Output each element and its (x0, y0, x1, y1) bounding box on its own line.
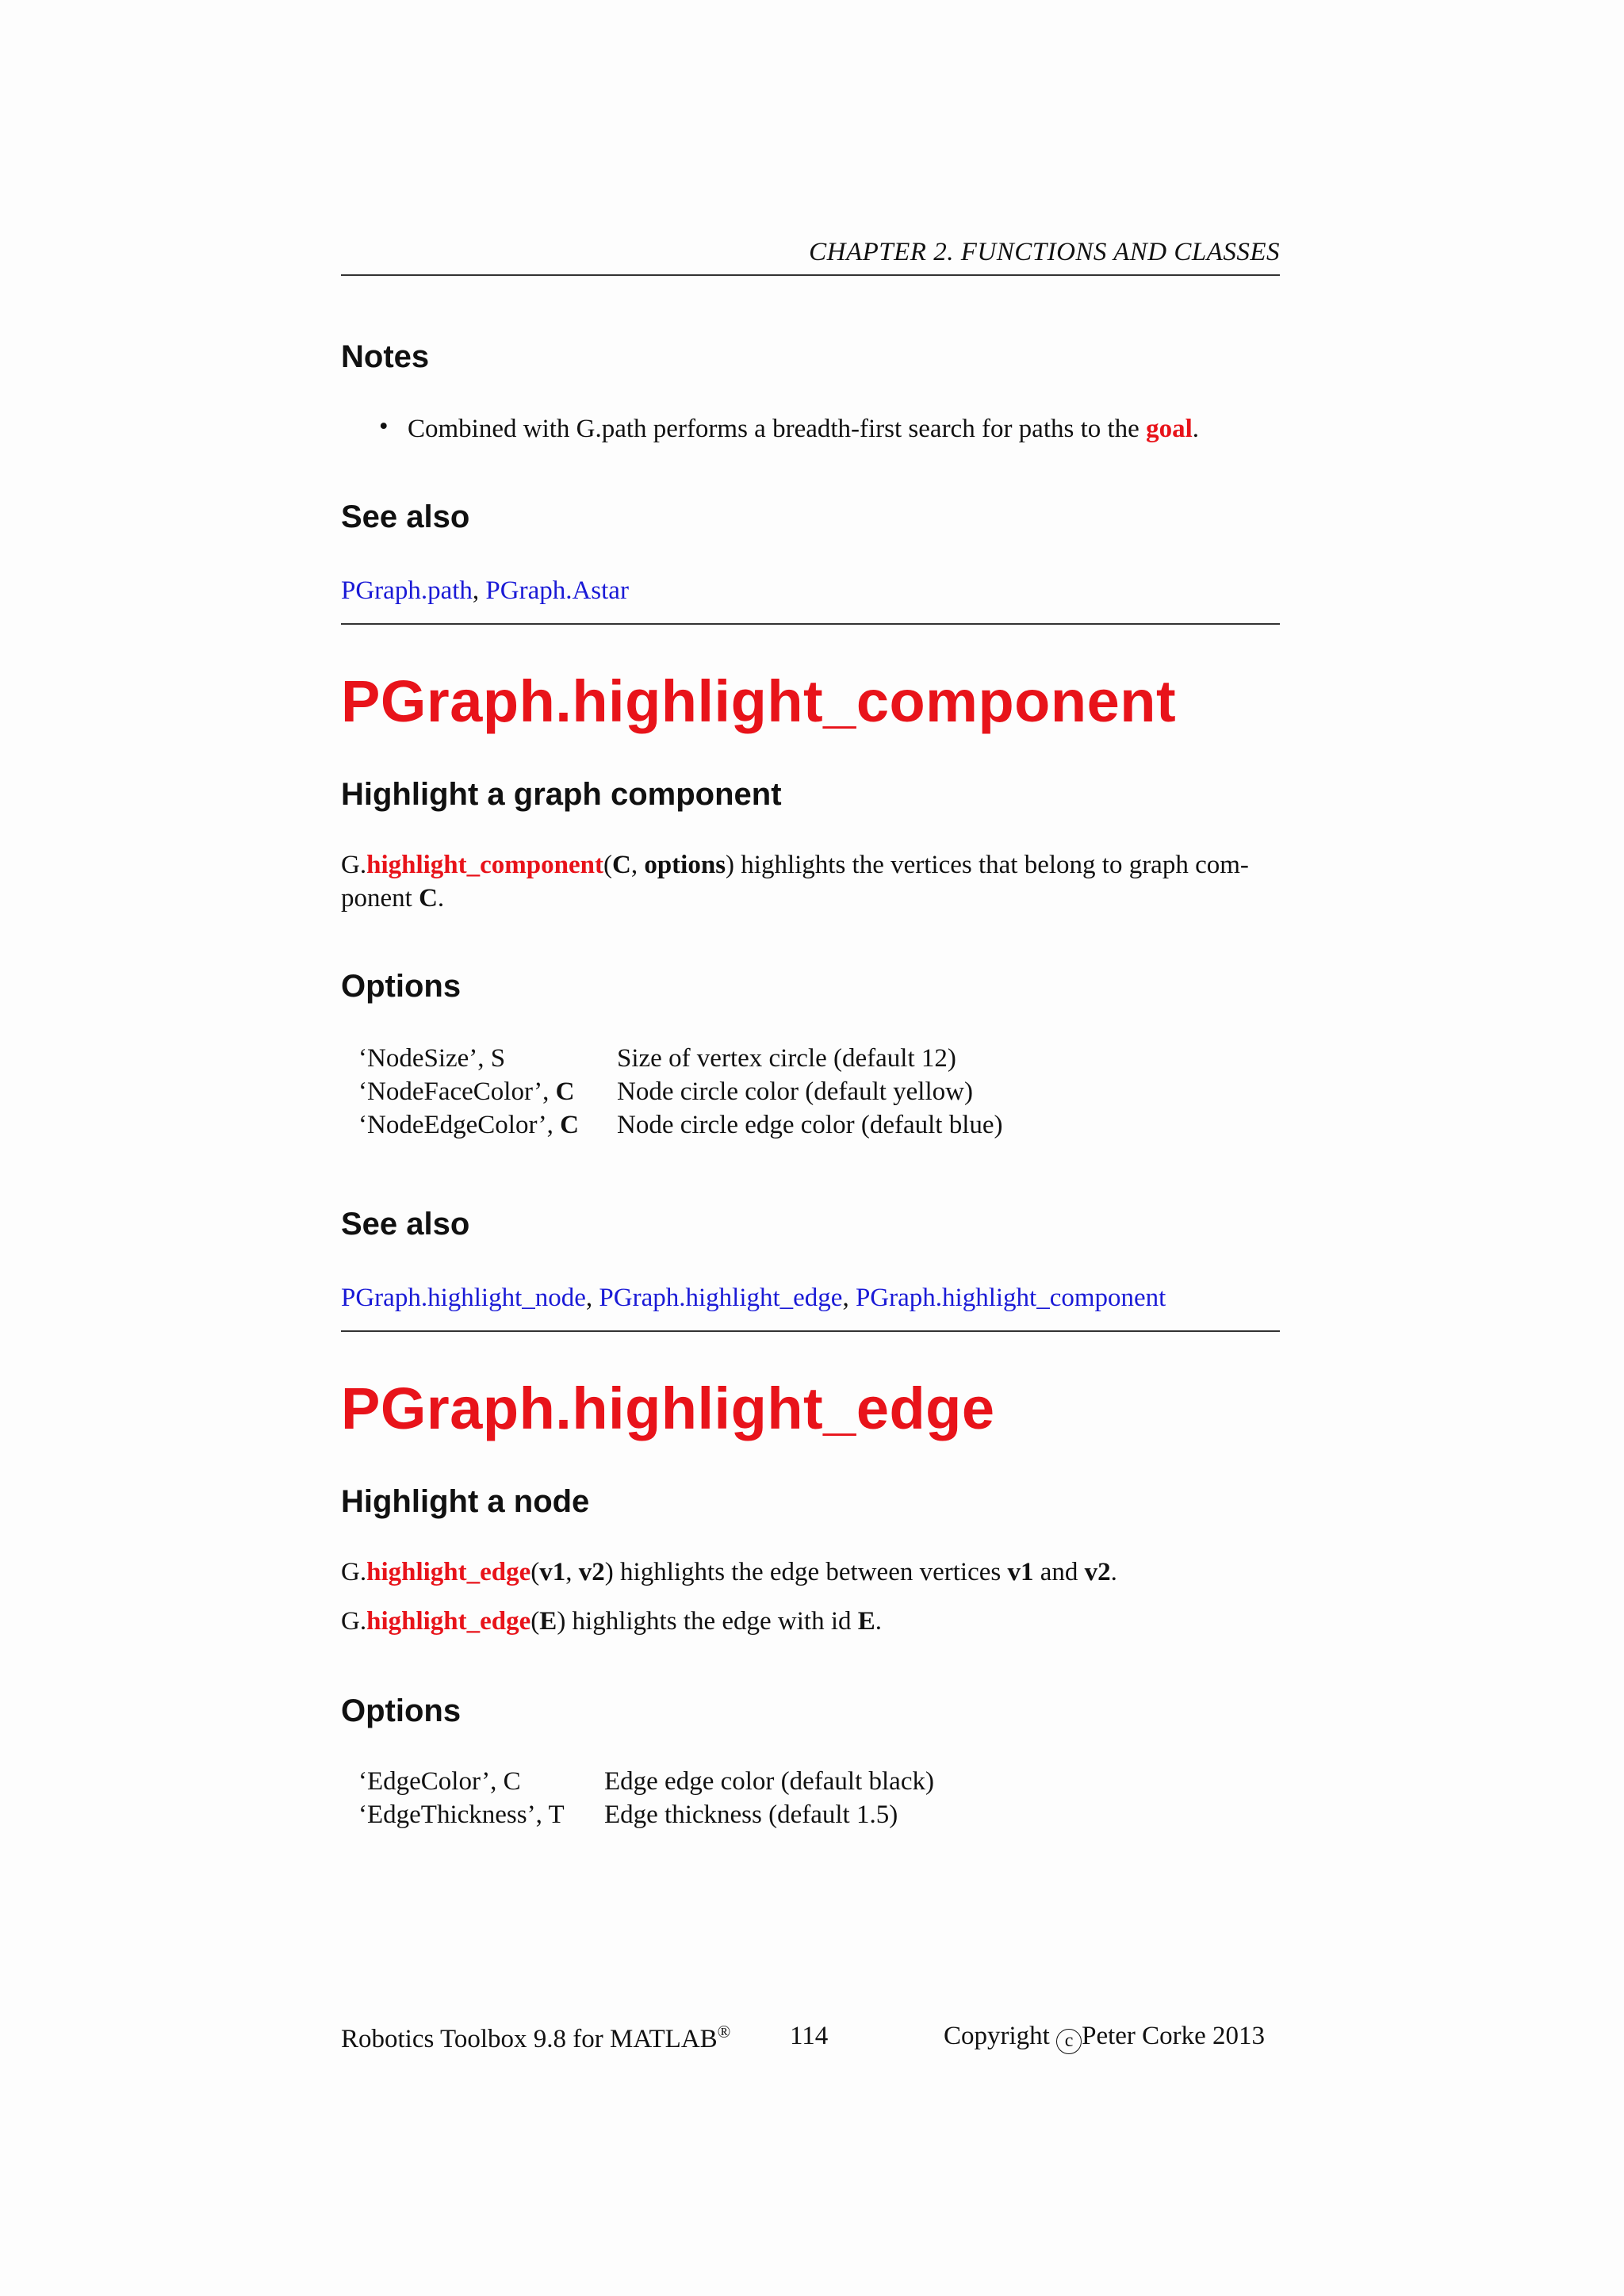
section-subtitle-edge: Highlight a node (341, 1484, 590, 1519)
link-highlight-component[interactable]: PGraph.highlight_component (855, 1284, 1166, 1312)
footer-left: Robotics Toolbox 9.8 for MATLAB® (341, 2022, 731, 2053)
component-func-name: highlight_component (366, 851, 603, 879)
option-desc-nodesize: Size of vertex circle (default 12) (617, 1044, 956, 1073)
header-rule (341, 274, 1280, 276)
link-pgraph-astar[interactable]: PGraph.Astar (485, 576, 629, 605)
page-number: 114 (790, 2022, 829, 2050)
options-heading-component: Options (341, 969, 462, 1004)
notes-bullet-text (408, 412, 1280, 446)
option-name-nodeedgecolor: ‘NodeEdgeColor’, C (358, 1111, 579, 1139)
link-pgraph-path[interactable]: PGraph.path (341, 576, 473, 605)
edge-description-1: G.highlight_edge(v1, v2) highlights the edge between vertices v1 and v2. (341, 1558, 1117, 1586)
edge-func-name-1: highlight_edge (366, 1558, 531, 1586)
option-desc-edgethickness: Edge thickness (default 1.5) (604, 1800, 898, 1829)
notes-bullet-post: . (1192, 415, 1199, 443)
option-name-edgethickness: ‘EdgeThickness’, T (358, 1800, 565, 1829)
edge-description-2: G.highlight_edge(E) highlights the edge with id E. (341, 1607, 883, 1636)
option-desc-nodefacecolor: Node circle color (default yellow) (617, 1077, 973, 1106)
option-name-nodesize: ‘NodeSize’, S (358, 1044, 506, 1073)
notes-goal-keyword: goal (1146, 415, 1193, 443)
see-also-links-2: PGraph.highlight_node, PGraph.highlight_edge, PGraph.highlight_component (341, 1284, 1166, 1312)
option-desc-nodeedgecolor: Node circle edge color (default blue) (617, 1111, 1003, 1139)
section-subtitle-component: Highlight a graph component (341, 777, 782, 812)
options-heading-edge: Options (341, 1693, 462, 1728)
see-also-heading-2: See also (341, 1207, 470, 1242)
footer-right: Copyright c Peter Corke 2013 (944, 2022, 1265, 2054)
see-also-links-1: PGraph.path, PGraph.Astar (341, 576, 629, 605)
bullet-icon: • (379, 412, 389, 441)
notes-bullet-pre: Combined with G.path performs a breadth-first search for paths to the (408, 415, 1147, 443)
section-rule-2 (341, 1330, 1280, 1332)
edge-func-name-2: highlight_edge (366, 1607, 531, 1636)
running-head: CHAPTER 2. FUNCTIONS AND CLASSES (809, 238, 1280, 266)
copyright-icon: c (1056, 2029, 1082, 2054)
link-highlight-edge[interactable]: PGraph.highlight_edge (599, 1284, 843, 1312)
notes-heading: Notes (341, 339, 430, 374)
section-title-highlight-component: PGraph.highlight_component (341, 668, 1177, 734)
section-rule-1 (341, 623, 1280, 625)
see-also-heading-1: See also (341, 499, 470, 534)
option-name-edgecolor: ‘EdgeColor’, C (358, 1767, 521, 1796)
section-title-highlight-edge: PGraph.highlight_edge (341, 1376, 995, 1441)
component-description: G.highlight_component(C, options) highlights the vertices that belong to graph com- ponent C. (341, 851, 1249, 913)
option-desc-edgecolor: Edge edge color (default black) (604, 1767, 934, 1796)
option-name-nodefacecolor: ‘NodeFaceColor’, C (358, 1077, 575, 1106)
link-highlight-node[interactable]: PGraph.highlight_node (341, 1284, 586, 1312)
registered-mark: ® (717, 2022, 731, 2042)
